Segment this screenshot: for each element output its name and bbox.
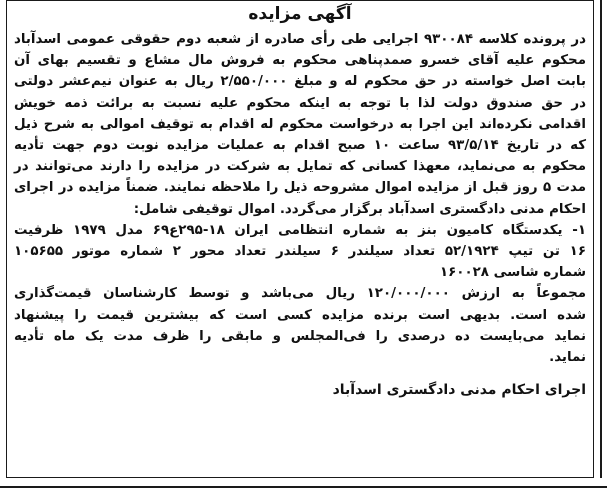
- notice-line: شماره شاسی ۱۶۰۰۲۸: [439, 265, 586, 281]
- notice-signature: اجرای احکام مدنی دادگستری اسدآباد: [332, 382, 586, 399]
- notice-line: اقدامی نکرده‌اند این اجرا به درخواست محکوم له اقدام به توقیف اموالی به شرح ذیل: [14, 116, 586, 132]
- notice-line: مدت ۵ روز قبل از مزایده اموال مشروحه ذیل را ملاحظه نمایند. ضمناً مزایده در اجرای: [14, 180, 586, 196]
- notice-line: در حق صندوق دولت لذا با توجه به اینکه محکوم علیه نسبت به برائت ذمه خویش: [14, 95, 586, 111]
- notice-line: ۱۶ تن تیپ ۵۲/۱۹۲۴ تعداد سیلندر ۶ سیلندر تعداد محور ۲ شماره موتور ۱۰۵۶۵۵: [14, 244, 586, 260]
- notice-line: نماید می‌بایست ده درصدی را فی‌المجلس و مابقی را ظرف مدت یک ماه تأدیه: [14, 328, 586, 344]
- column-divider: [600, 0, 602, 478]
- notice-line: شده است. بدیهی است برنده مزایده کسی است که بیشترین قیمت را پیشنهاد: [14, 307, 586, 323]
- notice-line: ۱- یکدستگاه کامیون بنز به شماره انتظامی ایران ۱۸-۲۹۵ع۶۹ مدل ۱۹۷۹ ظرفیت: [14, 222, 587, 238]
- notice-line: نماید.: [549, 350, 586, 366]
- notice-line: احکام مدنی دادگستری اسدآباد برگزار می‌گردد. اموال توقیفی شامل:: [133, 201, 586, 217]
- bottom-divider: [0, 486, 607, 488]
- notice-line: در پرونده کلاسه ۹۳۰۰۸۴ اجرایی طی رأی صادره از شعبه دوم حقوقی عمومی اسدآباد: [14, 32, 586, 47]
- notice-title: آگهی مزایده: [248, 4, 352, 24]
- notice-line: محکوم علیه آقای خسرو صمدپناهی محکوم به فروش مال مشاع و تقسیم بهای آن: [14, 53, 586, 69]
- notice-line: که در تاریخ ۹۳/۵/۱۴ ساعت ۱۰ صبح اقدام به عملیات مزایده نوبت دوم جهت تأدیه: [14, 138, 586, 154]
- notice-line: مجموعاً به ارزش ۱۲۰/۰۰۰/۰۰۰ ریال می‌باشد و توسط کارشناسان قیمت‌گذاری: [14, 286, 587, 302]
- notice-line: محکوم به می‌نماید، معهذا کسانی که تمایل به شرکت در مزایده را دارند می‌توانند در: [14, 159, 586, 175]
- notice-line: بابت اصل خواسته در حق محکوم له و مبلغ ۲/۵۵۰/۰۰۰ ریال به عنوان نیم‌عشر دولتی: [14, 74, 586, 90]
- auction-notice: [14, 2, 586, 400]
- notice-body: [14, 29, 586, 368]
